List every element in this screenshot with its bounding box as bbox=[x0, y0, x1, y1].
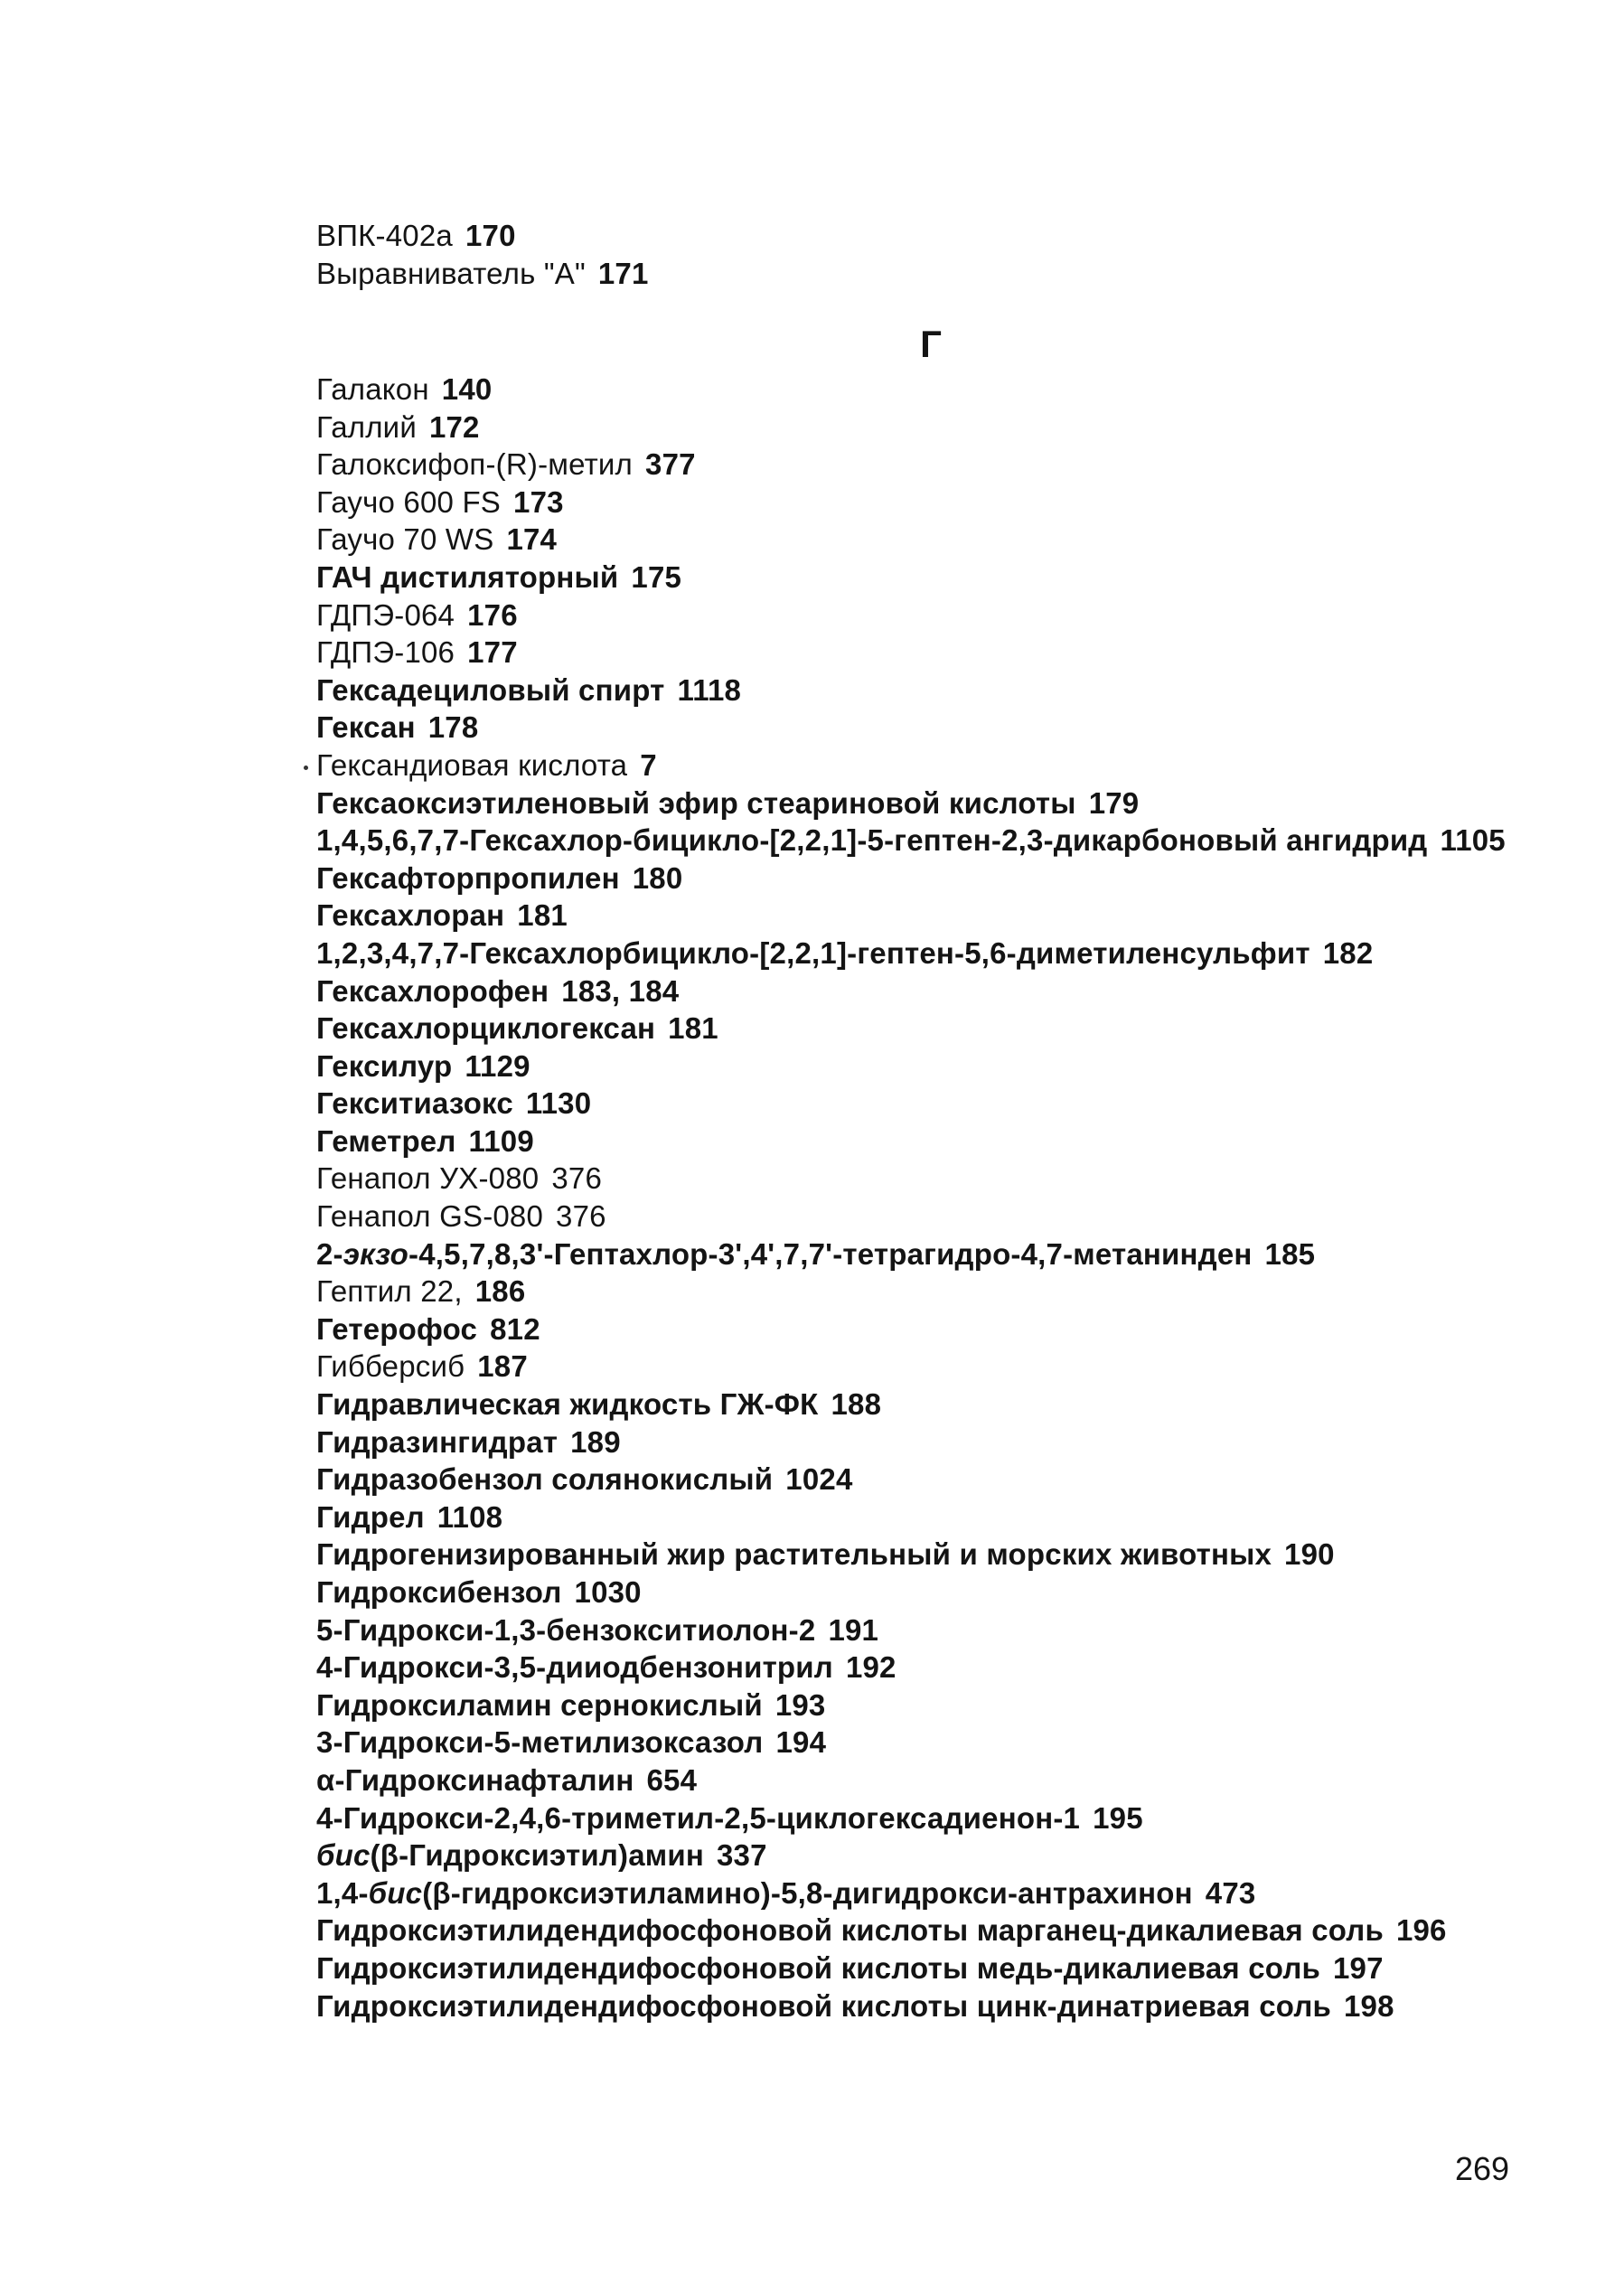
index-term bbox=[316, 1913, 1384, 1947]
index-term bbox=[316, 673, 665, 707]
index-page-ref: 140 bbox=[441, 372, 493, 406]
index-entry bbox=[316, 822, 1582, 860]
index-page-ref: 1109 bbox=[468, 1123, 534, 1158]
index-page-ref: 473 bbox=[1205, 1875, 1256, 1910]
index-page-ref: 1105 bbox=[1440, 823, 1506, 858]
index-page-ref: 377 bbox=[645, 447, 696, 482]
index-term-text: 3-Гидрокси-5-метилизоксазол bbox=[316, 1725, 764, 1760]
index-term bbox=[316, 710, 416, 744]
index-term bbox=[316, 522, 493, 556]
index-term-text: 1,2,3,4,7,7-Гексахлорбицикло-[2,2,1]-гептен-5,6-диметиленсульфит bbox=[316, 935, 1310, 970]
index-entry bbox=[316, 559, 1582, 597]
index-term bbox=[316, 1086, 513, 1120]
index-page-ref: 1129 bbox=[465, 1048, 530, 1083]
index-term bbox=[316, 257, 586, 290]
index-entry bbox=[316, 255, 1582, 293]
index-term-text: Гидразобензол солянокислый bbox=[316, 1462, 774, 1497]
index-term-text: Гексафторпропилен bbox=[316, 860, 620, 895]
index-term-italic: бис bbox=[316, 1838, 371, 1873]
index-entry bbox=[316, 1912, 1582, 1949]
index-term bbox=[316, 1237, 1253, 1271]
index-term bbox=[316, 1876, 1193, 1910]
index-term-text: Гексахлорофен bbox=[316, 973, 549, 1008]
index-term bbox=[316, 372, 429, 406]
index-term bbox=[316, 898, 504, 932]
index-entry bbox=[316, 1499, 1582, 1536]
index-block-g bbox=[316, 371, 1582, 2025]
index-term-text: ГАЧ дистиляторный bbox=[316, 559, 619, 594]
index-page-ref: 173 bbox=[513, 484, 564, 519]
index-term-text: Гидроксиэтилидендифосфоновой кислоты цинк-динатриевая соль bbox=[316, 1988, 1331, 2023]
index-term-text: ГДПЭ-106 bbox=[316, 635, 455, 670]
index-entry bbox=[316, 1123, 1582, 1160]
index-entry bbox=[316, 1686, 1582, 1724]
index-page-ref: 182 bbox=[1322, 935, 1374, 970]
index-term-text: α-Гидроксинафталин bbox=[316, 1762, 634, 1797]
index-page-ref: 189 bbox=[570, 1424, 621, 1459]
index-term bbox=[316, 1049, 452, 1083]
index-term-text: Гексахлоран bbox=[316, 898, 505, 933]
index-term-text: -4,5,7,8,3'-Гептахлор-3',4',7,7'-тетрагидро-4,7-метанинден bbox=[408, 1236, 1253, 1271]
index-page-ref: 1108 bbox=[437, 1499, 503, 1534]
index-page-ref: 812 bbox=[490, 1311, 540, 1346]
index-entry bbox=[316, 897, 1582, 935]
index-page-ref: 337 bbox=[717, 1838, 767, 1873]
index-term-text: Галлий bbox=[316, 409, 417, 444]
index-term-text: Гибберсиб bbox=[316, 1349, 465, 1384]
index-term-text: Галакон bbox=[316, 372, 429, 406]
index-term bbox=[316, 1349, 465, 1383]
index-page-ref: 376 bbox=[556, 1199, 606, 1234]
index-term bbox=[316, 974, 549, 1008]
index-term-text: Гаучо 600 FS bbox=[316, 484, 502, 519]
index-term bbox=[316, 1124, 456, 1158]
index-page-ref: 193 bbox=[774, 1687, 826, 1722]
index-page-ref: 1118 bbox=[677, 672, 742, 707]
index-term bbox=[316, 1725, 763, 1759]
index-page-ref: 194 bbox=[775, 1725, 827, 1760]
index-entry bbox=[316, 1423, 1582, 1461]
index-page-ref: 192 bbox=[845, 1650, 896, 1685]
index-term bbox=[316, 219, 453, 252]
index-entry bbox=[316, 521, 1582, 559]
index-entry bbox=[316, 446, 1582, 484]
index-page-ref: 170 bbox=[465, 219, 516, 252]
index-term-italic: бис bbox=[368, 1875, 423, 1910]
index-entry bbox=[316, 1762, 1582, 1799]
index-term bbox=[316, 1537, 1272, 1571]
index-term-text: Гексан bbox=[316, 710, 416, 745]
index-page-ref: 191 bbox=[828, 1612, 879, 1647]
index-term-text: (β-гидроксиэтиламино)-5,8-дигидрокси-антрахинон bbox=[422, 1875, 1193, 1910]
index-term bbox=[316, 1274, 463, 1308]
index-term bbox=[316, 861, 620, 895]
index-entry bbox=[316, 1949, 1582, 1987]
index-term bbox=[316, 748, 627, 782]
index-term bbox=[316, 410, 417, 444]
index-term bbox=[316, 1801, 1080, 1835]
index-term bbox=[316, 1650, 833, 1684]
index-term-italic: экзо bbox=[343, 1236, 409, 1271]
index-page-ref: 179 bbox=[1088, 785, 1140, 820]
index-term bbox=[316, 1199, 543, 1233]
index-term-text: ГДПЭ-064 bbox=[316, 597, 455, 632]
index-entry bbox=[316, 1235, 1582, 1273]
index-entry bbox=[316, 747, 1582, 784]
index-entry bbox=[316, 371, 1582, 409]
index-term-text: Гексадециловый спирт bbox=[316, 672, 665, 707]
index-term bbox=[316, 1951, 1320, 1985]
index-term bbox=[316, 1500, 425, 1534]
index-entry bbox=[316, 1386, 1582, 1423]
index-entry bbox=[316, 1048, 1582, 1085]
index-entry bbox=[316, 1010, 1582, 1048]
index-entry bbox=[316, 1461, 1582, 1499]
index-entry bbox=[316, 484, 1582, 521]
index-page-ref: 190 bbox=[1284, 1537, 1335, 1572]
index-page-ref: 178 bbox=[427, 710, 479, 745]
index-page-ref: 7 bbox=[640, 747, 657, 782]
index-term-text: Гександиовая кислота bbox=[316, 747, 628, 782]
index-term-text: 5-Гидрокси-1,3-бензокситиолон-2 bbox=[316, 1612, 816, 1647]
index-page-ref: 654 bbox=[646, 1762, 698, 1797]
index-term-text: Гидравлическая жидкость ГЖ-ФК bbox=[316, 1387, 819, 1422]
index-page-ref: 197 bbox=[1332, 1950, 1384, 1985]
index-term-text: Генапол УХ-080 bbox=[316, 1161, 540, 1196]
index-page-ref: 175 bbox=[631, 559, 682, 594]
index-page-ref: 195 bbox=[1093, 1800, 1143, 1835]
index-entry bbox=[316, 1085, 1582, 1123]
index-page-ref: 181 bbox=[668, 1011, 718, 1046]
scan-speck bbox=[304, 766, 308, 770]
index-page-ref: 1024 bbox=[785, 1462, 853, 1497]
index-page-ref: 177 bbox=[467, 635, 518, 670]
index-term-text: Гексахлорциклогексан bbox=[316, 1011, 656, 1046]
index-entry bbox=[316, 1611, 1582, 1649]
index-entry bbox=[316, 709, 1582, 747]
index-page-ref: 172 bbox=[428, 409, 480, 444]
index-term bbox=[316, 1425, 558, 1459]
index-term-text: Гексаоксиэтиленовый эфир стеариновой кислоты bbox=[316, 785, 1076, 820]
index-entry bbox=[316, 1198, 1582, 1235]
index-term-text: Гаучо 70 WS bbox=[316, 522, 494, 557]
index-page-ref: 171 bbox=[597, 256, 649, 290]
index-page-ref: 188 bbox=[831, 1387, 882, 1422]
index-term bbox=[316, 786, 1076, 820]
section-letter: Г bbox=[920, 323, 942, 365]
page-number: 269 bbox=[1455, 2150, 1510, 2187]
index-entry bbox=[316, 1799, 1582, 1837]
index-term-text: Гексилур bbox=[316, 1048, 453, 1083]
index-term-text: Гидрел bbox=[316, 1499, 425, 1534]
index-term bbox=[316, 1575, 562, 1609]
index-term-text: Гетерофос bbox=[316, 1311, 478, 1346]
index-entry bbox=[316, 672, 1582, 709]
index-term bbox=[316, 1462, 773, 1496]
index-term bbox=[316, 635, 455, 669]
index-term bbox=[316, 936, 1310, 970]
index-entry bbox=[316, 1724, 1582, 1762]
index-entry bbox=[316, 1160, 1582, 1198]
index-term bbox=[316, 447, 633, 481]
index-entry bbox=[316, 1273, 1582, 1311]
index-term-text: ВПК-402а bbox=[316, 219, 453, 252]
index-entry bbox=[316, 1987, 1582, 2025]
index-entry bbox=[316, 784, 1582, 822]
index-page-ref: 198 bbox=[1343, 1988, 1394, 2023]
index-term-text: (β-Гидроксиэтил)амин bbox=[370, 1838, 704, 1873]
index-term bbox=[316, 1688, 763, 1722]
index-page-ref: 176 bbox=[467, 597, 518, 632]
index-page-ref: 185 bbox=[1264, 1236, 1316, 1271]
index-term bbox=[316, 485, 501, 519]
index-term bbox=[316, 1838, 704, 1872]
index-term-text: Гидроксиэтилидендифосфоновой кислоты медь-дикалиевая соль bbox=[316, 1950, 1320, 1985]
index-page-ref: 186 bbox=[474, 1274, 526, 1309]
index-page-ref: 196 bbox=[1395, 1913, 1447, 1948]
index-entry bbox=[316, 935, 1582, 972]
index-page-ref: 181 bbox=[517, 898, 568, 933]
index-term-text: Галоксифоп-(R)-метил bbox=[316, 447, 634, 482]
index-term-text: 4-Гидрокси-2,4,6-триметил-2,5-циклогексадиенон-1 bbox=[316, 1800, 1081, 1835]
index-entry bbox=[316, 1574, 1582, 1611]
index-page-ref: 187 bbox=[477, 1349, 528, 1384]
index-term bbox=[316, 1387, 819, 1421]
index-term-prefix: 1,4- bbox=[316, 1875, 369, 1910]
index-term bbox=[316, 1312, 477, 1346]
index-page-ref: 183, 184 bbox=[561, 973, 680, 1008]
index-entry bbox=[316, 1311, 1582, 1348]
index-term-text: 4-Гидрокси-3,5-дииодбензонитрил bbox=[316, 1650, 833, 1685]
index-term bbox=[316, 598, 455, 632]
index-term-text: Гидразингидрат bbox=[316, 1424, 559, 1459]
index-term-prefix: 2- bbox=[316, 1236, 343, 1271]
index-term-text: Гидроксиламин сернокислый bbox=[316, 1687, 763, 1722]
index-page-ref: 1130 bbox=[525, 1086, 592, 1121]
index-block-v bbox=[316, 217, 1582, 292]
index-term-text: Гидроксиэтилидендифосфоновой кислоты марганец-дикалиевая соль bbox=[316, 1913, 1384, 1948]
index-entry bbox=[316, 1837, 1582, 1874]
index-term-text: Гидроксибензол bbox=[316, 1575, 562, 1609]
index-term bbox=[316, 1161, 539, 1195]
index-term-text: Гекситиазокс bbox=[316, 1086, 513, 1121]
index-page-ref: 376 bbox=[551, 1161, 603, 1196]
index-term bbox=[316, 1989, 1331, 2023]
index-term bbox=[316, 1613, 815, 1647]
index-term bbox=[316, 560, 618, 594]
index-term bbox=[316, 1763, 634, 1797]
index-page-ref: 1030 bbox=[574, 1575, 642, 1609]
index-entry bbox=[316, 1348, 1582, 1386]
index-term-text: Гептил 22, bbox=[316, 1274, 463, 1309]
index-entry bbox=[316, 860, 1582, 897]
index-entry bbox=[316, 1649, 1582, 1686]
index-entry bbox=[316, 634, 1582, 672]
index-entry bbox=[316, 409, 1582, 446]
index-page-ref: 174 bbox=[506, 522, 558, 557]
index-term bbox=[316, 1011, 655, 1045]
index-entry bbox=[316, 217, 1582, 255]
index-term-text: Гидрогенизированный жир растительный и морских животных bbox=[316, 1537, 1272, 1572]
index-page-ref: 180 bbox=[632, 860, 683, 895]
index-entry bbox=[316, 972, 1582, 1010]
index-term-text: Генапол GS-080 bbox=[316, 1199, 544, 1234]
index-entry bbox=[316, 597, 1582, 634]
index-entry bbox=[316, 1874, 1582, 1912]
index-term-text: Геметрел bbox=[316, 1123, 456, 1158]
index-entry bbox=[316, 1536, 1582, 1574]
index-term-text: Выравниватель "А" bbox=[316, 256, 586, 290]
index-term bbox=[316, 823, 1427, 857]
index-term-text: 1,4,5,6,7,7-Гексахлор-бицикло-[2,2,1]-5-гептен-2,3-дикарбоновый ангидрид bbox=[316, 823, 1428, 858]
